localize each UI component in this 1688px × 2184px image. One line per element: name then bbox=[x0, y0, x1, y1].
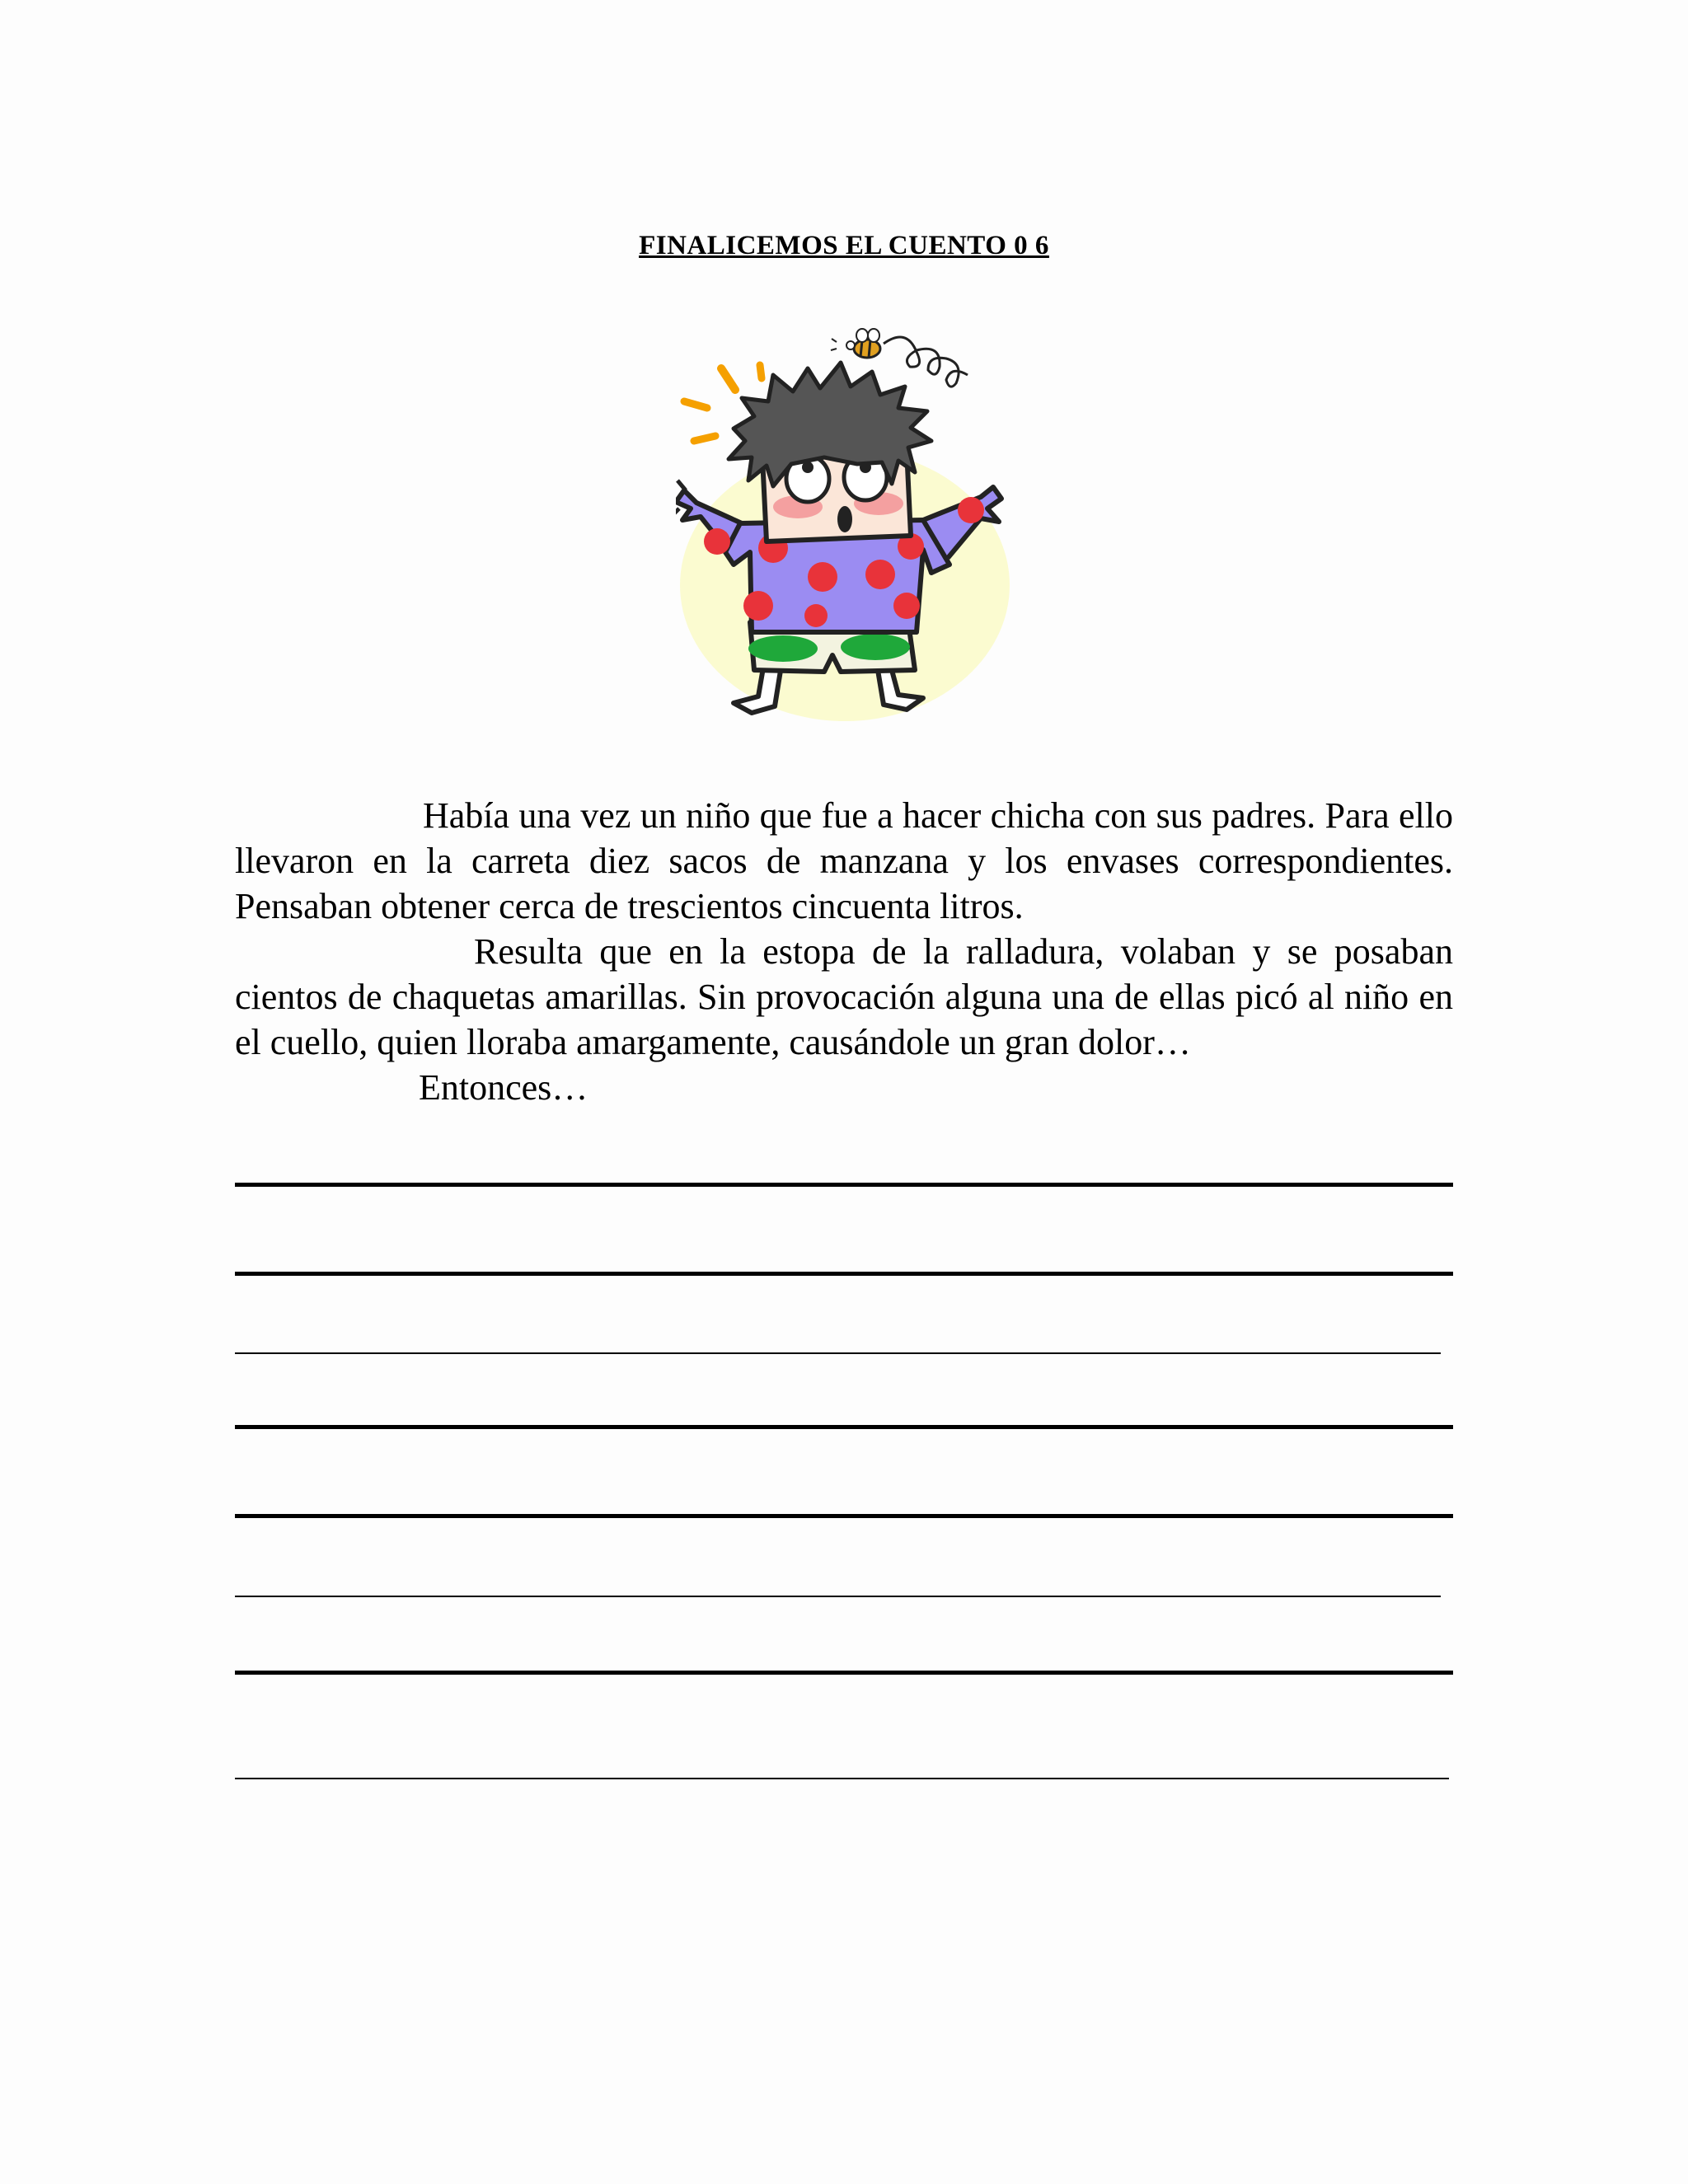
writing-line[interactable] bbox=[235, 1425, 1453, 1429]
writing-line[interactable] bbox=[235, 1514, 1453, 1518]
writing-line[interactable] bbox=[235, 1352, 1441, 1354]
writing-line[interactable] bbox=[235, 1596, 1441, 1597]
story-text bbox=[235, 793, 1453, 1110]
bee-icon bbox=[831, 329, 968, 387]
writing-line[interactable] bbox=[235, 1778, 1449, 1779]
writing-line[interactable] bbox=[235, 1272, 1453, 1276]
story-paragraph: Resulta que en la estopa de la ralladura, volaban y se posaban cientos de chaquetas amarillas. Sin provocación alguna una de ellas picó al niño en el cuello, quien lloraba amargamente, causándole un gran dolor… bbox=[235, 931, 1453, 1062]
worksheet-title: FINALICEMOS EL CUENTO 0 6 bbox=[639, 231, 1049, 260]
startled-boy-with-bee-icon bbox=[676, 326, 1022, 729]
writing-line[interactable] bbox=[235, 1183, 1453, 1187]
writing-line[interactable] bbox=[235, 1671, 1453, 1675]
story-paragraph: Entonces… bbox=[419, 1067, 588, 1108]
story-paragraph: Había una vez un niño que fue a hacer chicha con sus padres. Para ello llevaron en la carreta diez sacos de manzana y los envases correspondientes. Pensaban obtener cerca de trescientos cincuenta litros. bbox=[235, 795, 1453, 926]
